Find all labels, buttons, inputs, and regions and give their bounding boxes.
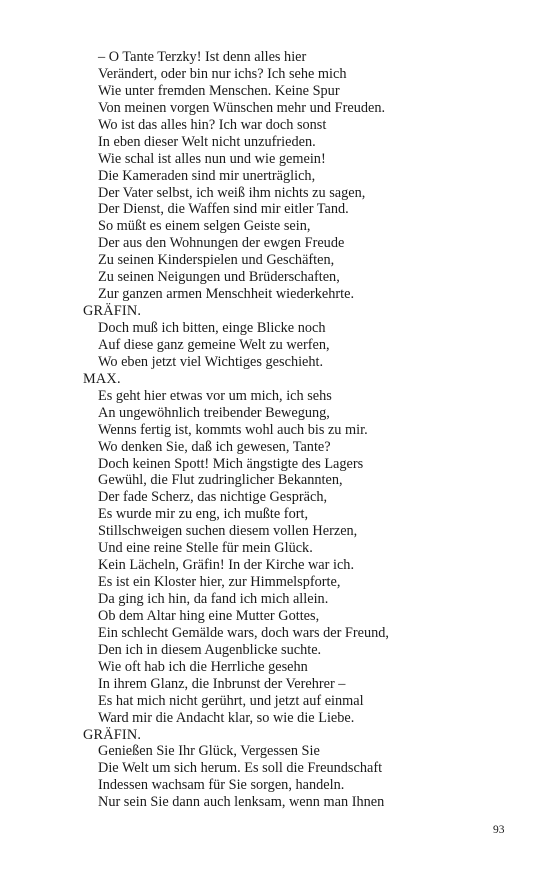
verse-line: So müßt es einem selgen Geiste sein, (98, 218, 311, 235)
page-number: 93 (493, 824, 505, 836)
speaker-name: GRÄFIN. (83, 303, 142, 320)
verse-line: Ward mir die Andacht klar, so wie die Liebe. (98, 709, 355, 726)
verse-line: Wo ist das alles hin? Ich war doch sonst (98, 116, 327, 133)
verse-line: In eben dieser Welt nicht unzufrieden. (98, 133, 316, 150)
verse-line: Gewühl, die Flut zudringlicher Bekannten, (98, 472, 343, 489)
verse-line: Indessen wachsam für Sie sorgen, handeln. (98, 777, 345, 794)
verse-line: Wie unter fremden Menschen. Keine Spur (98, 82, 340, 99)
verse-line: Es wurde mir zu eng, ich mußte fort, (98, 506, 309, 523)
verse-line: Wie schal ist alles nun und wie gemein! (98, 150, 326, 167)
verse-line: Die Kameraden sind mir unerträglich, (98, 167, 316, 184)
verse-line: Der fade Scherz, das nichtige Gespräch, (98, 489, 328, 506)
verse-line: Der aus den Wohnungen der ewgen Freude (98, 235, 345, 252)
verse-line: Da ging ich hin, da fand ich mich allein. (98, 591, 329, 607)
verse-line: Und eine reine Stelle für mein Glück. (98, 540, 313, 557)
verse-line: Die Welt um sich herum. Es soll die Freundschaft (98, 760, 383, 777)
verse-line: – O Tante Terzky! Ist denn alles hier (98, 49, 307, 65)
verse-line: Den ich in diesem Augenblicke suchte. (98, 641, 322, 658)
verse-line: Wo denken Sie, daß ich gewesen, Tante? (98, 438, 331, 455)
speaker-name: MAX. (83, 370, 121, 387)
verse-line: Der Vater selbst, ich weiß ihm nichts zu sagen, (98, 184, 366, 201)
verse-line: Ob dem Altar hing eine Mutter Gottes, (98, 607, 320, 624)
verse-line: An ungewöhnlich treibender Bewegung, (98, 404, 330, 421)
verse-line: Doch keinen Spott! Mich ängstigte des Lagers (98, 455, 364, 472)
verse-line: Genießen Sie Ihr Glück, Vergessen Sie (98, 743, 320, 760)
verse-line: Es ist ein Kloster hier, zur Himmelspforte, (98, 574, 341, 591)
speaker-name: GRÄFIN. (83, 726, 142, 743)
verse-line: Stillschweigen suchen diesem vollen Herzen, (98, 523, 358, 540)
verse-line: Der Dienst, die Waffen sind mir eitler Tand. (98, 201, 349, 218)
verse-line: Kein Lächeln, Gräfin! In der Kirche war ich. (98, 557, 355, 574)
verse-line: Von meinen vorgen Wünschen mehr und Freuden. (98, 99, 386, 116)
verse-line: Zu seinen Neigungen und Brüderschaften, (98, 269, 340, 286)
verse-line: Es hat mich nicht gerührt, und jetzt auf einmal (98, 692, 364, 709)
verse-line: Es geht hier etwas vor um mich, ich sehs (98, 387, 332, 404)
page-body (83, 49, 523, 811)
verse-line: Wie oft hab ich die Herrliche gesehn (98, 658, 308, 675)
verse-line: Zur ganzen armen Menschheit wiederkehrte. (98, 286, 355, 303)
verse-line: Nur sein Sie dann auch lenksam, wenn man Ihnen (98, 794, 385, 811)
verse-line: Doch muß ich bitten, einge Blicke noch (98, 320, 326, 336)
verse-line: Zu seinen Kinderspielen und Geschäften, (98, 252, 335, 269)
verse-line: Ein schlecht Gemälde wars, doch wars der Freund, (98, 624, 390, 641)
verse-line: Auf diese ganz gemeine Welt zu werfen, (98, 336, 330, 353)
verse-line: Wenns fertig ist, kommts wohl auch bis zu mir. (98, 421, 368, 438)
verse-line: Wo eben jetzt viel Wichtiges geschieht. (98, 353, 324, 370)
verse-line: Verändert, oder bin nur ichs? Ich sehe mich (98, 65, 347, 82)
verse-line: In ihrem Glanz, die Inbrunst der Verehrer – (98, 675, 346, 692)
